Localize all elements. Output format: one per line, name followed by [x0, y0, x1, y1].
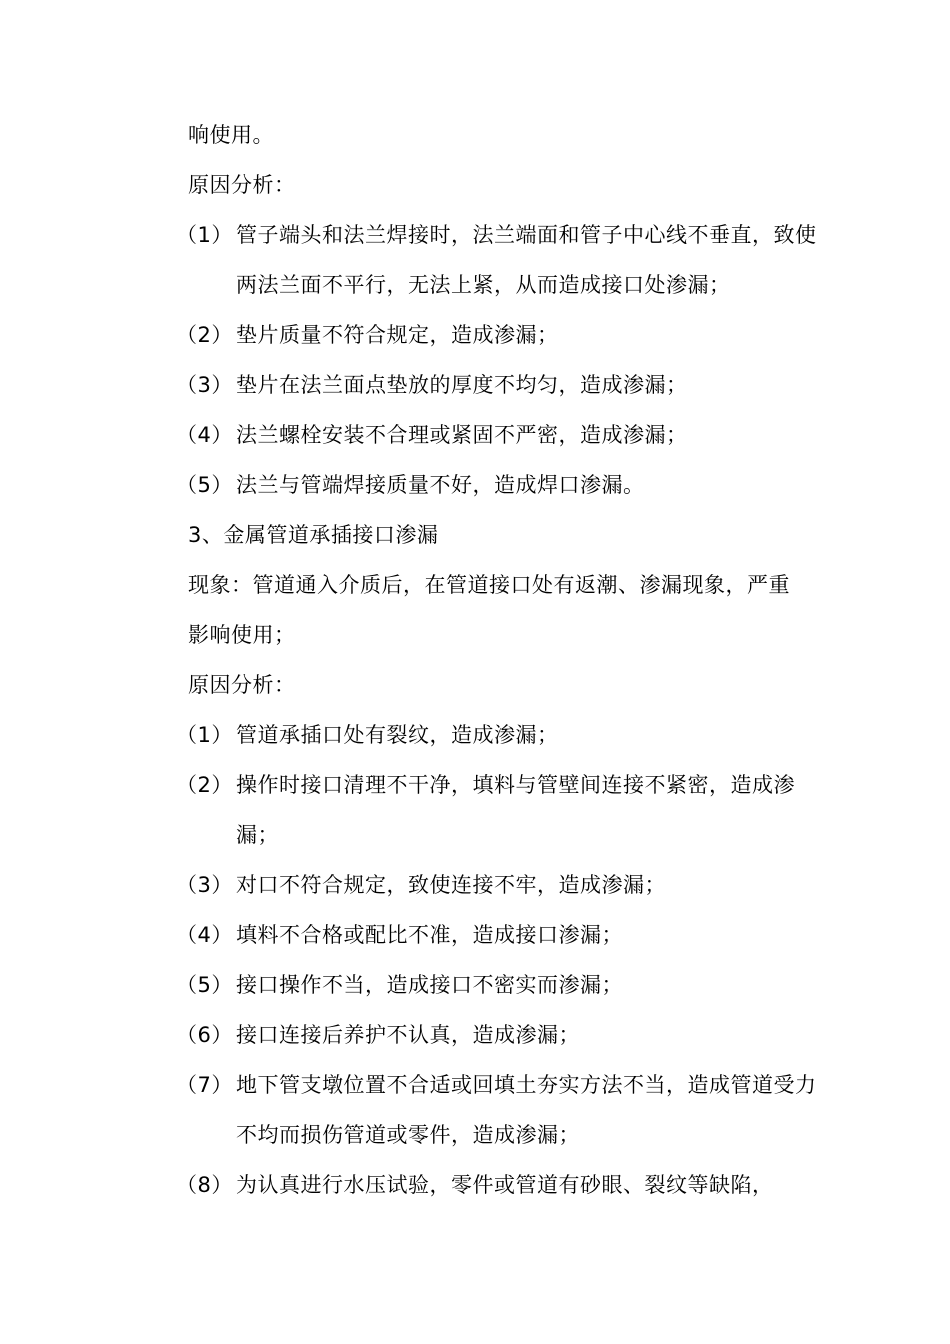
list-item	[176, 310, 818, 360]
list-item-number: （5）	[176, 473, 233, 497]
phenomenon-text-continued: 影响使用；	[188, 623, 296, 647]
list-item-number: （4）	[176, 423, 233, 447]
list-item	[176, 460, 818, 510]
list-item-text: 垫片质量不符合规定，造成渗漏；	[236, 323, 559, 347]
cause-list-flange	[176, 210, 818, 510]
list-item-number: （7）	[176, 1073, 233, 1097]
list-item	[176, 710, 818, 760]
list-item-text: 接口连接后养护不认真，造成渗漏；	[236, 1023, 580, 1047]
list-item-text: 填料不合格或配比不准，造成接口渗漏；	[236, 923, 623, 947]
list-item	[176, 1160, 818, 1210]
list-item-number: （2）	[176, 323, 233, 347]
list-item-text: 管子端头和法兰焊接时，法兰端面和管子中心线不垂直，致使两法兰面不平行，无法上紧，从而造成接口处渗漏；	[236, 223, 817, 297]
list-item-number: （4）	[176, 923, 233, 947]
list-item	[176, 410, 818, 460]
list-item-number: （1）	[176, 223, 233, 247]
list-item	[176, 360, 818, 410]
list-item	[176, 910, 818, 960]
list-item	[176, 760, 818, 860]
list-item-text: 法兰与管端焊接质量不好，造成焊口渗漏。	[236, 473, 645, 497]
list-item-number: （8）	[176, 1173, 233, 1197]
list-item-number: （2）	[176, 773, 233, 797]
list-item-text: 操作时接口清理不干净，填料与管壁间连接不紧密，造成渗漏；	[236, 773, 795, 847]
list-item-text: 地下管支墩位置不合适或回填土夯实方法不当，造成管道受力不均而损伤管道或零件，造成渗漏；	[236, 1073, 817, 1147]
continuation-text: 响使用。	[188, 123, 274, 147]
list-item-number: （3）	[176, 873, 233, 897]
list-item-text: 管道承插口处有裂纹，造成渗漏；	[236, 723, 559, 747]
document-body	[176, 110, 818, 1210]
list-item	[176, 1010, 818, 1060]
list-item-text: 法兰螺栓安装不合理或紧固不严密，造成渗漏；	[236, 423, 688, 447]
list-item	[176, 210, 818, 310]
cause-heading: 原因分析：	[188, 173, 296, 197]
list-item-text: 对口不符合规定，致使连接不牢，造成渗漏；	[236, 873, 666, 897]
list-item-text: 为认真进行水压试验，零件或管道有砂眼、裂纹等缺陷，	[236, 1173, 774, 1197]
cause-list-socket	[176, 710, 818, 1210]
cause-heading: 原因分析：	[188, 673, 296, 697]
list-item	[176, 1060, 818, 1160]
list-item-text: 接口操作不当，造成接口不密实而渗漏；	[236, 973, 623, 997]
list-item	[176, 860, 818, 910]
list-item-number: （1）	[176, 723, 233, 747]
list-item-number: （3）	[176, 373, 233, 397]
section-title: 3、金属管道承插接口渗漏	[188, 523, 439, 547]
list-item-number: （6）	[176, 1023, 233, 1047]
phenomenon-text: 现象：管道通入介质后，在管道接口处有返潮、渗漏现象，严重	[188, 573, 790, 597]
list-item-text: 垫片在法兰面点垫放的厚度不均匀，造成渗漏；	[236, 373, 688, 397]
list-item-number: （5）	[176, 973, 233, 997]
list-item	[176, 960, 818, 1010]
